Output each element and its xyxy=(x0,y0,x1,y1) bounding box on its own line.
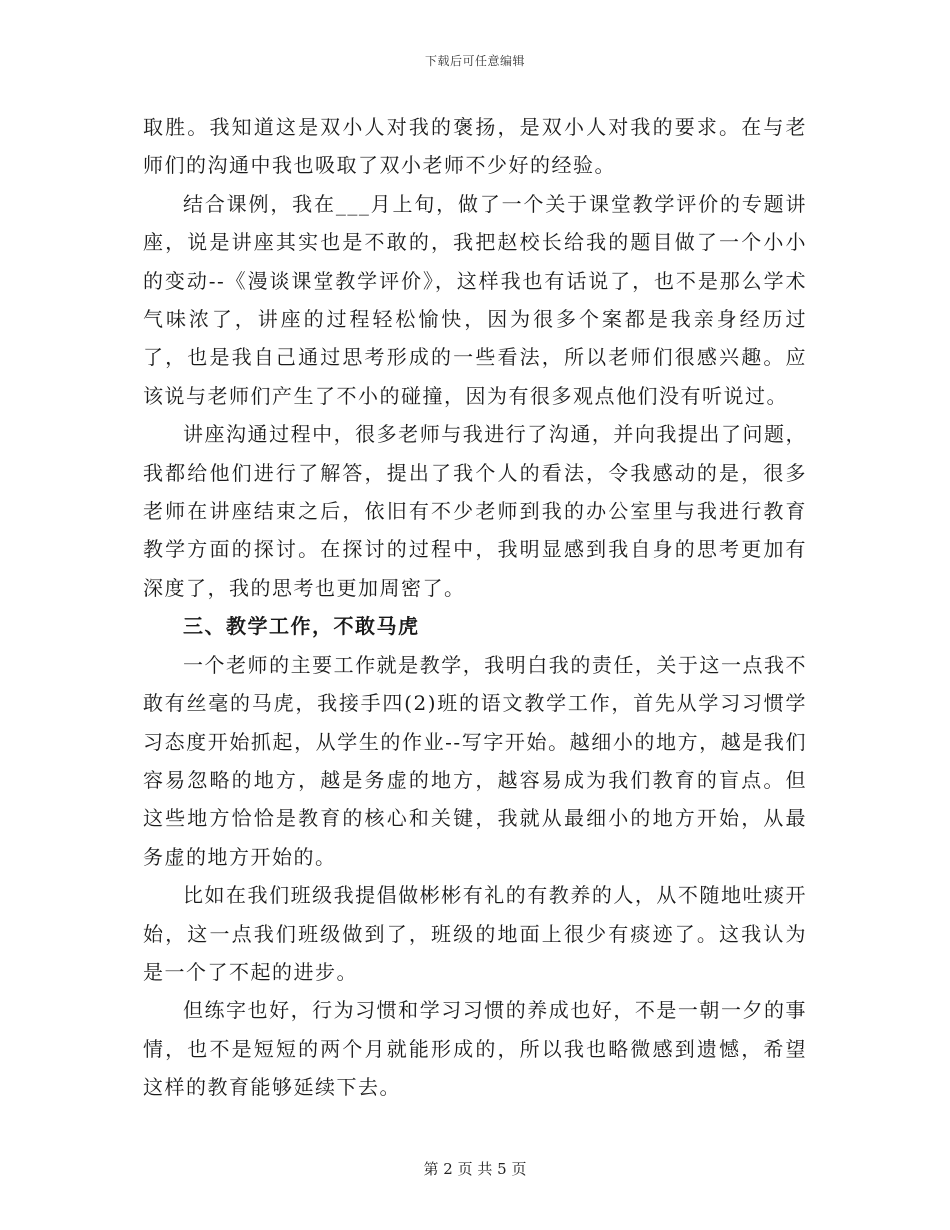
page-number: 第 2 页 共 5 页 xyxy=(423,1160,527,1178)
header-note: 下载后可任意编辑 xyxy=(424,54,525,68)
document-body xyxy=(143,108,807,1107)
paragraph-1: 取胜。我知道这是双小人对我的褒扬，是双小人对我的要求。在与老师们的沟通中我也吸取了双小老师不少好的经验。 xyxy=(143,115,807,178)
paragraph-5: 比如在我们班级我提倡做彬彬有礼的有教养的人，从不随地吐痰开始，这一点我们班级做到了，班级的地面上很少有痰迹了。这我认为是一个了不起的进步。 xyxy=(143,883,807,984)
paragraph-2: 结合课例，我在___月上旬，做了一个关于课堂教学评价的专题讲座，说是讲座其实也是不敢的，我把赵校长给我的题目做了一个小小的变动--《漫谈课堂教学评价》，这样我也有话说了，也不是那么学术气味浓了，讲座的过程轻松愉快，因为很多个案都是我亲身经历过了，也是我自己通过思考形成的一些看法，所以老师们很感兴趣。应该说与老师们产生了不小的碰撞，因为有很多观点他们没有听说过。 xyxy=(143,191,807,408)
section-heading: 三、教学工作，不敢马虎 xyxy=(183,614,420,639)
paragraph-6: 但练字也好，行为习惯和学习习惯的养成也好，不是一朝一夕的事情，也不是短短的两个月就能形成的，所以我也略微感到遗憾，希望这样的教育能够延续下去。 xyxy=(143,998,807,1100)
paragraph-4: 一个老师的主要工作就是教学，我明白我的责任，关于这一点我不敢有丝毫的马虎，我接手四(2)班的语文教学工作，首先从学习习惯学习态度开始抓起，从学生的作业--写字开始。越细小的地方，越是我们容易忽略的地方，越是务虚的地方，越容易成为我们教育的盲点。但这些地方恰恰是教育的核心和关键，我就从最细小的地方开始，从最务虚的地方开始的。 xyxy=(143,652,807,869)
paragraph-3: 讲座沟通过程中，很多老师与我进行了沟通，并向我提出了问题，我都给他们进行了解答，提出了我个人的看法，令我感动的是，很多老师在讲座结束之后，依旧有不少老师到我的办公室里与我进行教育教学方面的探讨。在探讨的过程中，我明显感到我自身的思考更加有深度了，我的思考也更加周密了。 xyxy=(143,422,807,600)
